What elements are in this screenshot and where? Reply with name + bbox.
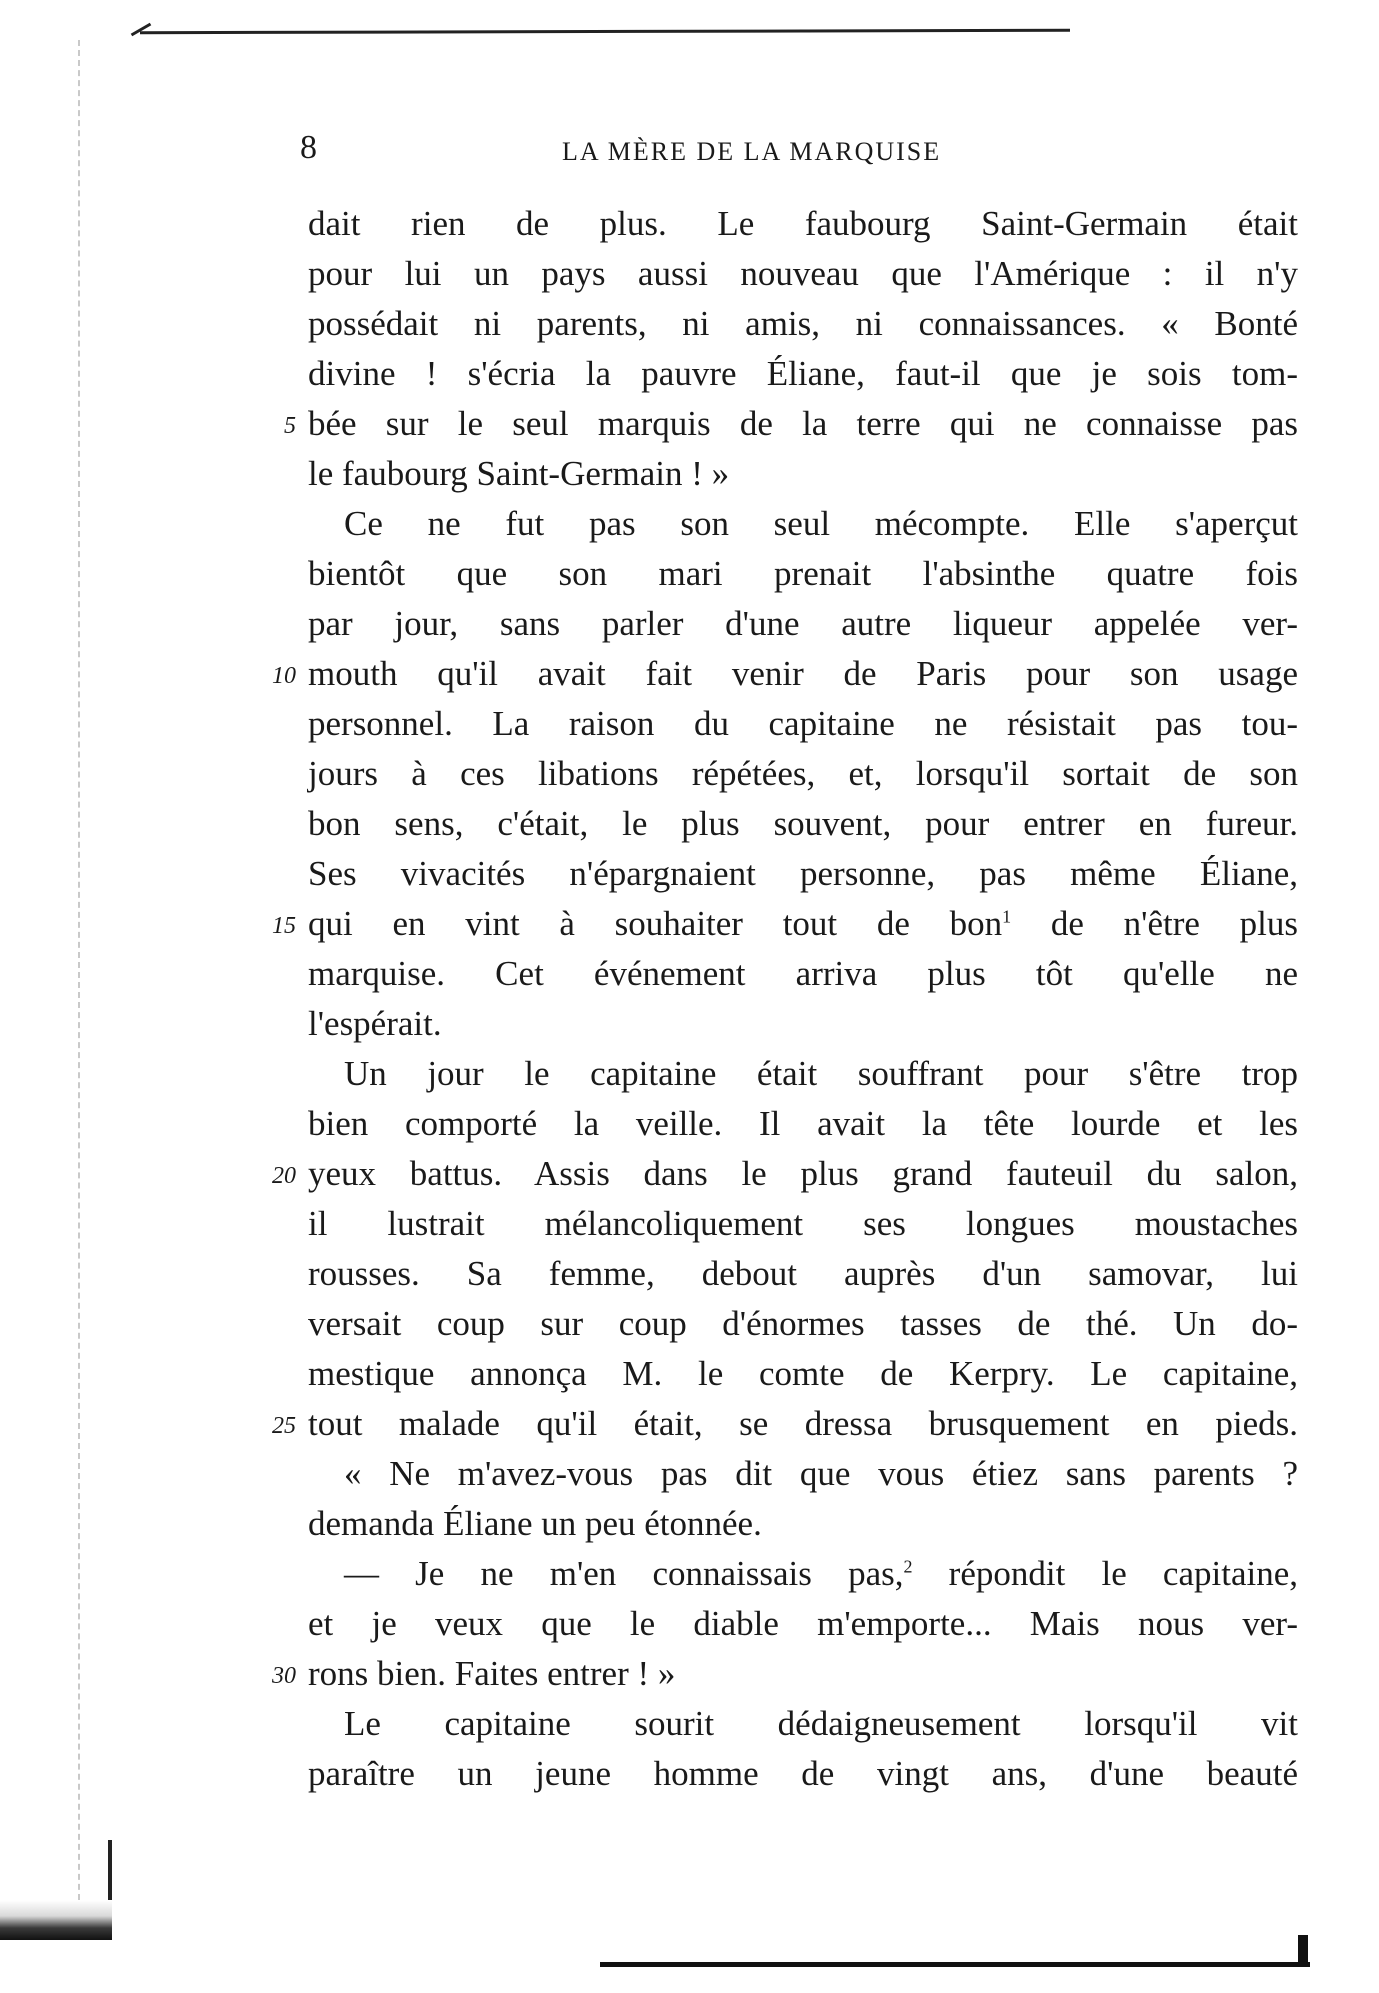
text-line: [272, 1149, 1298, 1199]
text-line: [308, 549, 1298, 599]
line-text-main: yeux battus. Assis dans le plus grand fauteuil du salon,: [308, 1154, 1298, 1193]
line-text: [308, 349, 1298, 399]
line-text-main: par jour, sans parler d'une autre liqueur appelée ver-: [308, 604, 1298, 643]
line-text: [308, 549, 1298, 599]
line-text-main: Ses vivacités n'épargnaient personne, pas même Éliane,: [308, 854, 1298, 893]
top-rule: [140, 29, 1070, 34]
line-text-main: dait rien de plus. Le faubourg Saint-Germain était: [308, 204, 1298, 243]
text-line: [308, 499, 1298, 549]
line-text-main: Ce ne fut pas son seul mécompte. Elle s'aperçut: [344, 504, 1298, 543]
line-text-main: bien comporté la veille. Il avait la tête lourde et les: [308, 1104, 1298, 1143]
line-text-after: de n'être plus: [1011, 904, 1298, 943]
line-text-main: paraître un jeune homme de vingt ans, d'une beauté: [308, 1754, 1298, 1793]
line-text: [308, 799, 1298, 849]
line-text: [308, 1599, 1298, 1649]
line-text-main: Un jour le capitaine était souffrant pour s'être trop: [344, 1054, 1298, 1093]
text-line: [308, 849, 1298, 899]
line-text: [308, 1199, 1298, 1249]
text-line: [308, 1299, 1298, 1349]
text-line: [308, 1049, 1298, 1099]
text-line: [308, 1199, 1298, 1249]
line-text: [308, 1649, 1298, 1699]
line-text-main: il lustrait mélancoliquement ses longues moustaches: [308, 1204, 1298, 1243]
line-text-main: bientôt que son mari prenait l'absinthe quatre fois: [308, 554, 1298, 593]
text-line: [272, 899, 1298, 949]
line-text: [308, 849, 1298, 899]
text-line: [308, 299, 1298, 349]
line-text-main: rons bien. Faites entrer ! »: [308, 1654, 676, 1693]
line-text-main: « Ne m'avez-vous pas dit que vous étiez sans parents ?: [344, 1454, 1298, 1493]
line-text-main: qui en vint à souhaiter tout de bon: [308, 904, 1003, 943]
line-text-main: possédait ni parents, ni amis, ni connaissances. « Bonté: [308, 304, 1298, 343]
line-text: [308, 299, 1298, 349]
line-text: [308, 1499, 1298, 1549]
running-title: LA MÈRE DE LA MARQUISE: [562, 137, 942, 166]
line-text: [308, 599, 1298, 649]
line-text: [308, 1699, 1298, 1749]
line-text: [308, 999, 1298, 1049]
body-text: [272, 199, 1298, 1799]
line-number: 30: [272, 1663, 296, 1689]
line-text-after: répondit le capitaine,: [912, 1554, 1298, 1593]
line-text-main: — Je ne m'en connaissais pas,: [344, 1554, 904, 1593]
text-line: [308, 699, 1298, 749]
text-line: [308, 949, 1298, 999]
text-line: [308, 349, 1298, 399]
text-line: [284, 399, 1298, 449]
binding-edge: [0, 1900, 112, 1940]
line-text: [308, 749, 1298, 799]
text-line: [308, 1749, 1298, 1799]
line-text-main: divine ! s'écria la pauvre Éliane, faut-il que je sois tom-: [308, 354, 1298, 393]
gutter-line: [78, 40, 82, 1920]
line-text: [308, 1749, 1298, 1799]
top-rule-tick: [131, 23, 152, 37]
text-line: [308, 1699, 1298, 1749]
line-text: [308, 499, 1298, 549]
line-text-main: jours à ces libations répétées, et, lorsqu'il sortait de son: [308, 754, 1298, 793]
text-line: [308, 799, 1298, 849]
text-line: [308, 1599, 1298, 1649]
line-text-main: marquise. Cet événement arriva plus tôt qu'elle ne: [308, 954, 1298, 993]
line-number: 5: [284, 413, 296, 439]
line-text: [308, 1399, 1298, 1449]
line-text: [308, 1299, 1298, 1349]
text-line: [308, 449, 1298, 499]
line-number: 25: [272, 1413, 296, 1439]
line-text-main: mestique annonça M. le comte de Kerpry. Le capitaine,: [308, 1354, 1298, 1393]
line-text-main: et je veux que le diable m'emporte... Mais nous ver-: [308, 1604, 1298, 1643]
line-text-main: pour lui un pays aussi nouveau que l'Amérique : il n'y: [308, 254, 1298, 293]
text-line: [308, 1349, 1298, 1399]
footnote-marker: 2: [903, 1556, 913, 1577]
bottom-rule: [600, 1962, 1310, 1967]
text-line: [272, 1399, 1298, 1449]
text-line: [272, 1649, 1298, 1699]
text-line: [308, 1099, 1298, 1149]
line-number: 10: [272, 663, 296, 689]
text-line: [308, 1549, 1298, 1599]
text-line: [308, 599, 1298, 649]
text-line: [308, 749, 1298, 799]
text-line: [308, 1249, 1298, 1299]
line-text-main: le faubourg Saint-Germain ! »: [308, 454, 730, 493]
text-line: [308, 1499, 1298, 1549]
line-text: [308, 1099, 1298, 1149]
line-text-main: rousses. Sa femme, debout auprès d'un samovar, lui: [308, 1254, 1298, 1293]
line-text-main: demanda Éliane un peu étonnée.: [308, 1504, 762, 1543]
line-text-main: l'espérait.: [308, 1004, 442, 1043]
line-text-main: personnel. La raison du capitaine ne résistait pas tou-: [308, 704, 1298, 743]
line-number: 20: [272, 1163, 296, 1189]
page-number: 8: [300, 129, 317, 166]
line-text: [308, 1349, 1298, 1399]
line-text: [308, 399, 1298, 449]
line-text: [308, 949, 1298, 999]
line-number: 15: [272, 913, 296, 939]
bottom-rule-end: [1298, 1935, 1308, 1967]
text-line: [308, 199, 1298, 249]
text-line: [308, 999, 1298, 1049]
text-line: [272, 649, 1298, 699]
line-text: [308, 1049, 1298, 1099]
footnote-marker: 1: [1002, 906, 1012, 927]
line-text: [308, 449, 1298, 499]
page-header: [300, 128, 1040, 168]
line-text-main: mouth qu'il avait fait venir de Paris pour son usage: [308, 654, 1298, 693]
line-text: [308, 899, 1298, 949]
line-text: [308, 1249, 1298, 1299]
text-line: [308, 249, 1298, 299]
line-text: [308, 1549, 1298, 1599]
line-text: [308, 199, 1298, 249]
line-text: [308, 249, 1298, 299]
line-text: [308, 649, 1298, 699]
line-text-main: versait coup sur coup d'énormes tasses de thé. Un do-: [308, 1304, 1298, 1343]
line-text-main: Le capitaine sourit dédaigneusement lorsqu'il vit: [344, 1704, 1298, 1743]
line-text-main: bon sens, c'était, le plus souvent, pour entrer en fureur.: [308, 804, 1298, 843]
text-line: [308, 1449, 1298, 1499]
line-text: [308, 699, 1298, 749]
line-text: [308, 1449, 1298, 1499]
line-text-main: bée sur le seul marquis de la terre qui ne connaisse pas: [308, 404, 1298, 443]
line-text: [308, 1149, 1298, 1199]
line-text-main: tout malade qu'il était, se dressa brusquement en pieds.: [308, 1404, 1298, 1443]
